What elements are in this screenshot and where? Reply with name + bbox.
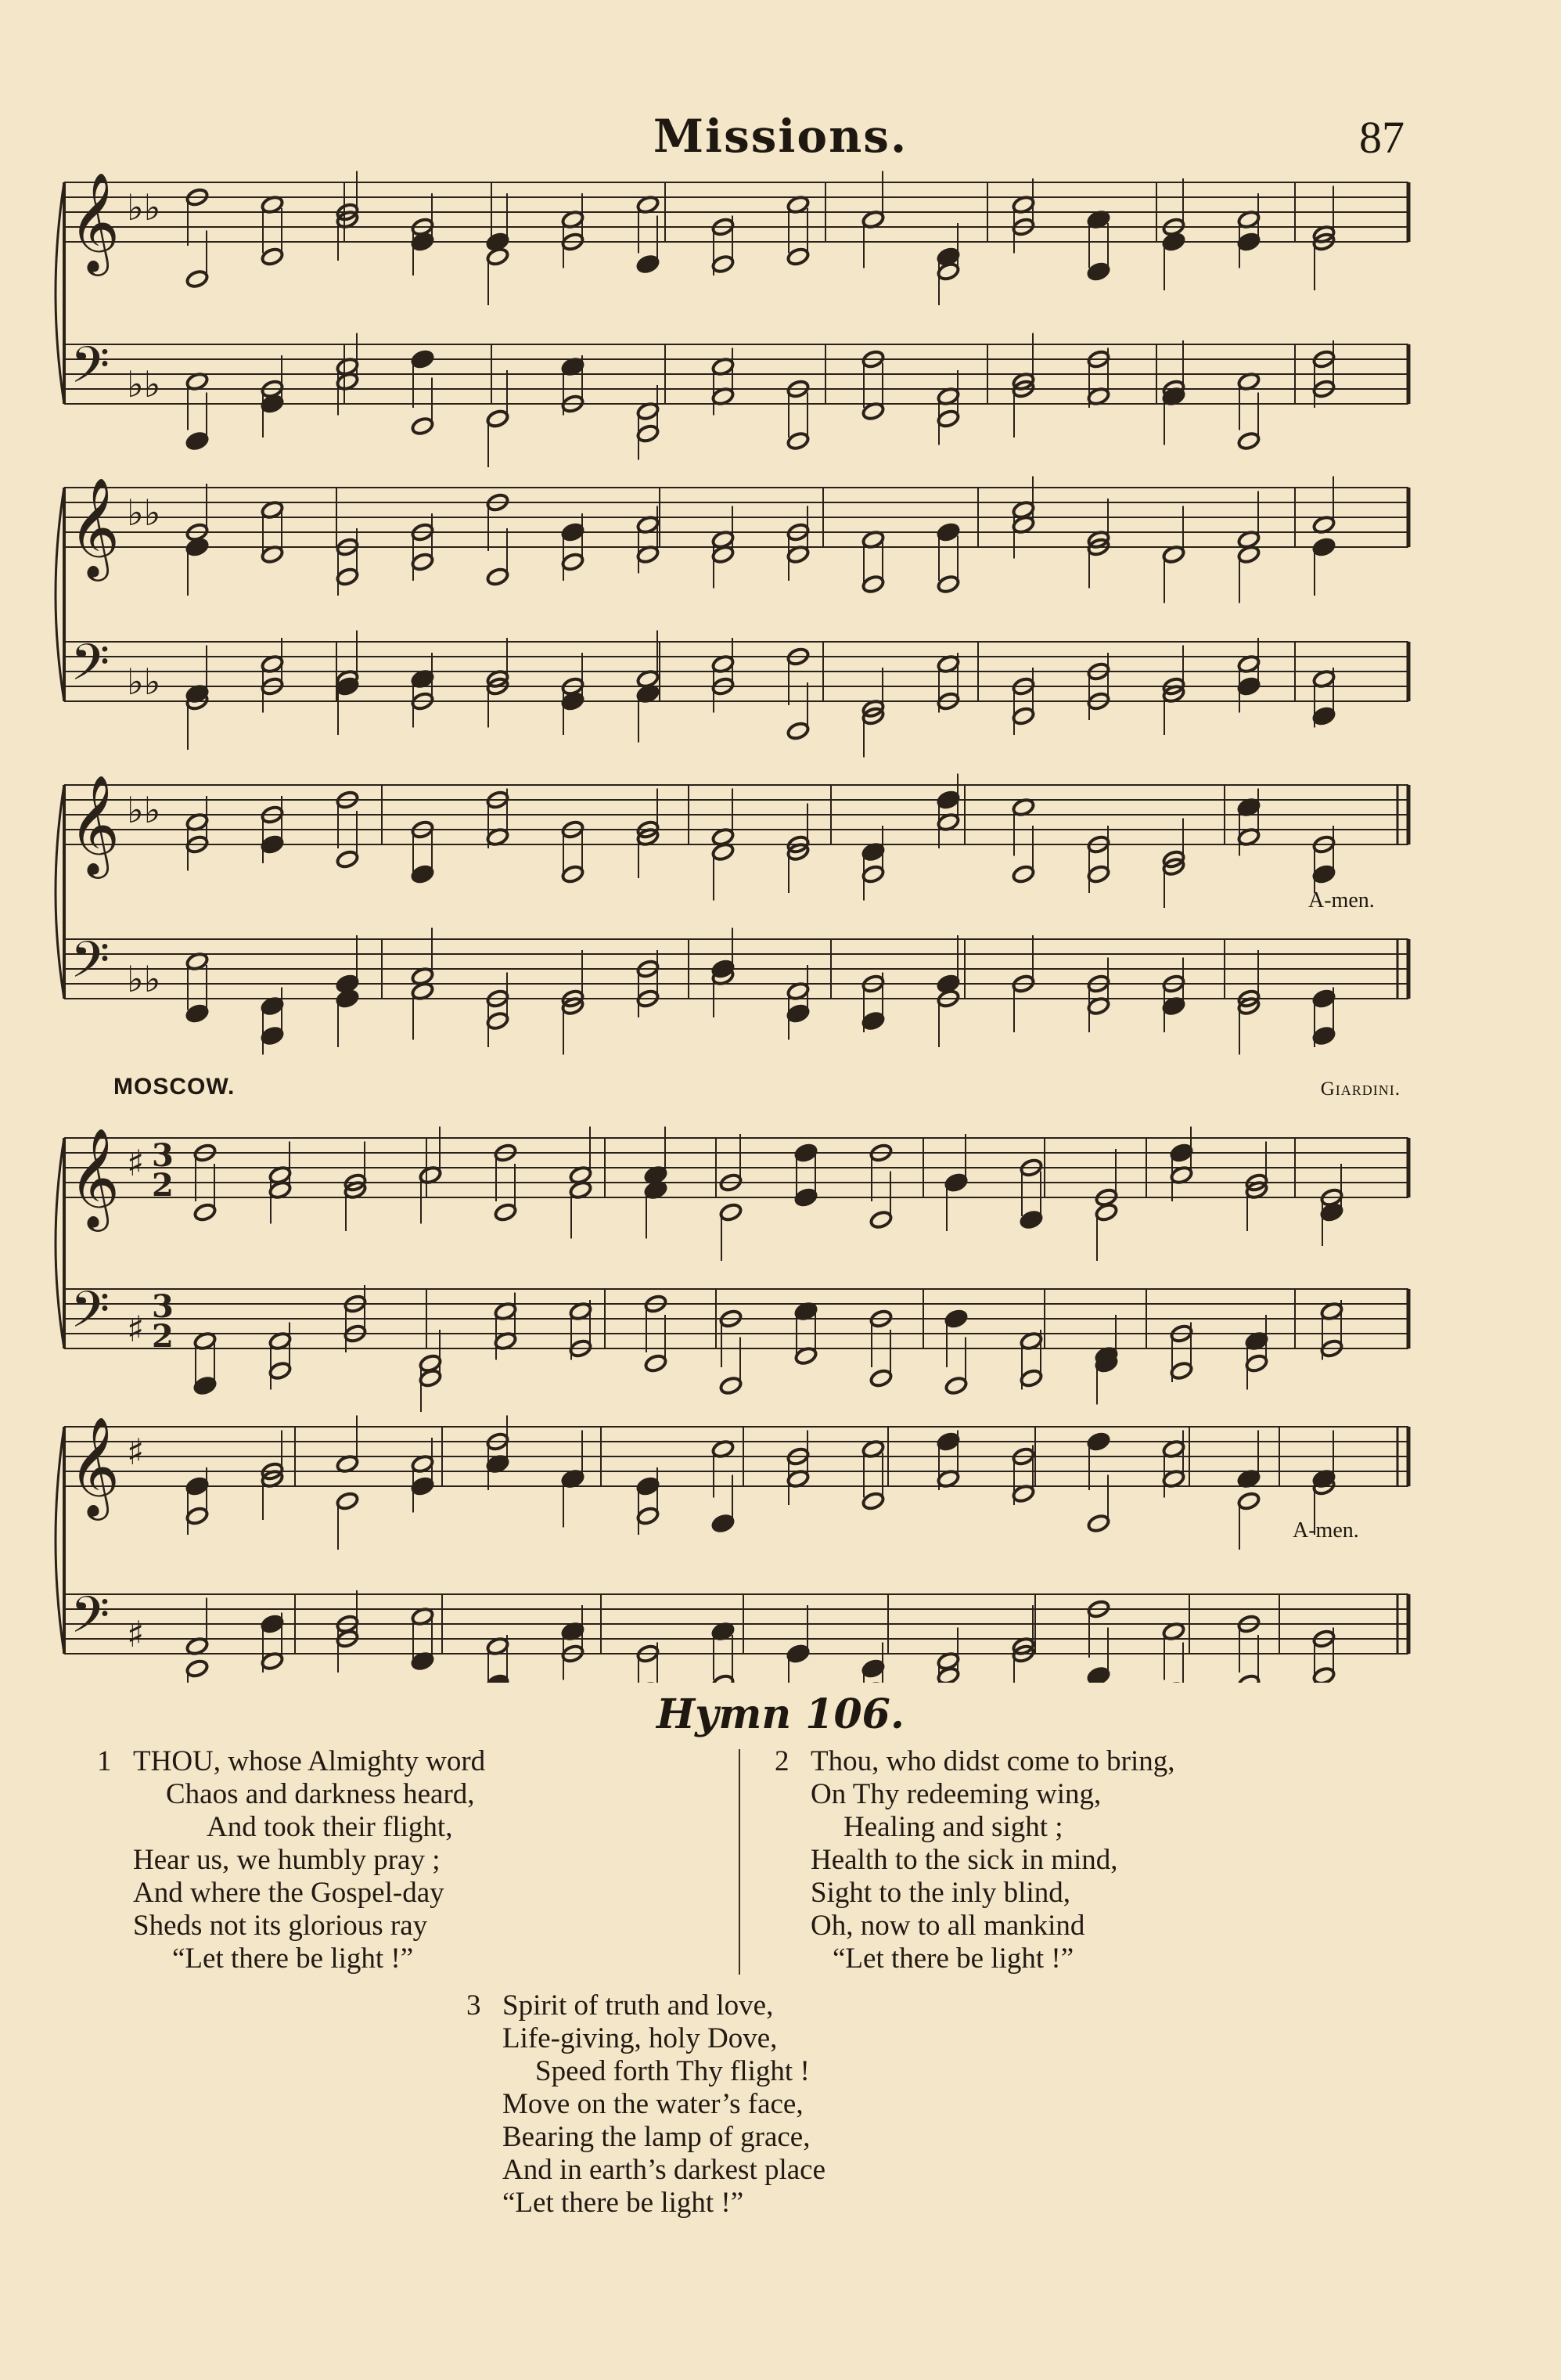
verse-line: On Thy redeeming wing, (811, 1778, 1102, 1810)
note-head (185, 537, 209, 557)
note-head (185, 1476, 209, 1496)
note-head (1245, 1353, 1268, 1374)
page-number: 87 (1359, 112, 1405, 163)
note-head (411, 552, 434, 572)
amen-label-2: A-men. (1293, 1518, 1359, 1543)
note-head (1095, 1202, 1118, 1222)
verse-line: Sheds not its glorious ray (133, 1910, 428, 1942)
note-head (268, 1361, 292, 1381)
note-head (861, 1011, 885, 1032)
note-head (486, 1673, 509, 1683)
note-head (411, 1476, 434, 1496)
note-head (937, 1431, 960, 1452)
note-head (1237, 1673, 1261, 1683)
note-head (786, 1003, 810, 1024)
note-head (486, 1011, 509, 1032)
note-head (261, 834, 284, 855)
note-head (336, 988, 359, 1009)
note-head (636, 423, 660, 444)
note-head (336, 567, 359, 587)
verse-number: 2 (775, 1745, 789, 1777)
treble-clef-icon: 𝄞 (69, 774, 120, 874)
verse-line: Sight to the inly blind, (811, 1877, 1070, 1909)
column-divider (739, 1749, 740, 1975)
note-head (937, 247, 960, 267)
tune-name: MOSCOW. (113, 1074, 236, 1100)
bass-clef-icon: 𝄢 (70, 1586, 110, 1657)
verse-line: Life-giving, holy Dove, (502, 2022, 778, 2054)
sharp-key-icon: ♯ (127, 1431, 145, 1473)
bass-clef-icon: 𝄢 (70, 931, 110, 1002)
verse-line: Spirit of truth and love, (502, 1989, 774, 2022)
note-head (185, 1003, 209, 1024)
note-head (1170, 1143, 1193, 1163)
note-head (1170, 1361, 1193, 1381)
note-head (1312, 1666, 1336, 1683)
verse-line: Hear us, we humbly pray ; (133, 1844, 441, 1876)
verse-2 (775, 1745, 1175, 1975)
note-head (336, 849, 359, 870)
note-head (869, 1368, 893, 1388)
bass-clef-icon: 𝄢 (70, 1281, 110, 1352)
note-head (185, 1506, 209, 1526)
bass-clef-icon: 𝄢 (70, 337, 110, 407)
note-head (1012, 864, 1035, 884)
note-head (644, 1353, 667, 1374)
note-head (1020, 1368, 1043, 1388)
note-head (1312, 988, 1336, 1009)
time-signature-icon: 3 (152, 1137, 174, 1174)
flat-key-icon: ♭♭ (127, 661, 161, 703)
note-head (336, 1491, 359, 1511)
note-head (794, 1143, 818, 1163)
verse-3 (466, 1989, 826, 2220)
verse-line: And where the Gospel-day (133, 1877, 444, 1909)
note-head (185, 269, 209, 290)
note-head (419, 1353, 442, 1374)
note-head (1087, 1431, 1110, 1452)
note-head (711, 254, 735, 275)
sharp-key-icon: ♯ (127, 1613, 145, 1655)
note-head (1237, 676, 1261, 697)
treble-clef-icon: 𝄞 (69, 1416, 120, 1516)
note-head (636, 1506, 660, 1526)
note-head (1087, 864, 1110, 884)
note-head (261, 1026, 284, 1046)
sharp-key-icon: ♯ (127, 1142, 145, 1184)
verse-number: 1 (97, 1745, 112, 1777)
note-head (861, 1491, 885, 1511)
note-head (1162, 1681, 1185, 1683)
time-signature-icon: 3 (152, 1288, 174, 1325)
verse-line: THOU, whose Almighty word (133, 1745, 486, 1777)
composer-name: Giardini. (1320, 1078, 1401, 1100)
note-head (1237, 232, 1261, 252)
note-head (561, 552, 584, 572)
verse-line: Move on the water’s face, (502, 2088, 804, 2120)
note-head (861, 1658, 885, 1679)
note-head (944, 1172, 968, 1193)
verse-number: 3 (466, 1989, 481, 2022)
note-head (937, 409, 960, 429)
verse-line: Bearing the lamp of grace, (502, 2121, 811, 2153)
note-head (1312, 537, 1336, 557)
amen-label-1: A-men. (1308, 888, 1375, 913)
treble-clef-icon: 𝄞 (69, 171, 120, 272)
verse-line: “Let there be light !” (172, 1943, 414, 1975)
flat-key-icon: ♭♭ (127, 958, 161, 1000)
note-head (561, 864, 584, 884)
verse-line: And took their flight, (207, 1811, 453, 1843)
note-head (411, 864, 434, 884)
note-head (411, 416, 434, 437)
note-head (1087, 1514, 1110, 1534)
note-head (937, 522, 960, 542)
note-head (711, 1673, 735, 1683)
verse-line: Healing and sight ; (843, 1811, 1063, 1843)
note-head (1237, 431, 1261, 452)
note-head (561, 522, 584, 542)
note-head (636, 1681, 660, 1683)
note-head (794, 1187, 818, 1208)
note-head (411, 349, 434, 369)
note-head (786, 431, 810, 452)
note-head (1312, 706, 1336, 726)
note-head (636, 1476, 660, 1496)
verse-line: “Let there be light !” (502, 2187, 744, 2219)
note-head (786, 721, 810, 741)
note-head (937, 790, 960, 810)
verse-line: Speed forth Thy flight ! (535, 2055, 810, 2087)
note-head (1020, 1210, 1043, 1230)
note-head (719, 1202, 743, 1222)
note-head (719, 1376, 743, 1396)
note-head (1162, 232, 1185, 252)
note-head (486, 567, 509, 587)
flat-key-icon: ♭♭ (127, 363, 161, 405)
treble-clef-icon: 𝄞 (69, 1127, 120, 1227)
note-head (869, 1210, 893, 1230)
verse-line: Oh, now to all mankind (811, 1910, 1085, 1942)
note-head (193, 1202, 217, 1222)
verse-line: Thou, who didst come to bring, (811, 1745, 1175, 1777)
flat-key-icon: ♭♭ (127, 186, 161, 229)
sharp-key-icon: ♯ (127, 1308, 145, 1350)
verse-line: Health to the sick in mind, (811, 1844, 1118, 1876)
note-head (185, 431, 209, 452)
bass-clef-icon: 𝄢 (70, 634, 110, 704)
note-head (636, 254, 660, 275)
time-signature-icon: 2 (152, 1318, 174, 1355)
running-title: Missions. (653, 110, 908, 163)
note-head (1312, 864, 1336, 884)
verse-1 (97, 1745, 486, 1975)
verse-line: “Let there be light !” (833, 1943, 1074, 1975)
note-head (944, 1309, 968, 1329)
note-head (1312, 1026, 1336, 1046)
time-signature-icon: 2 (152, 1167, 174, 1204)
note-head (494, 1202, 517, 1222)
note-head (486, 409, 509, 429)
verse-line: Chaos and darkness heard, (166, 1778, 475, 1810)
note-head (193, 1376, 217, 1396)
note-head (861, 864, 885, 884)
note-head (861, 1681, 885, 1683)
note-head (261, 1614, 284, 1634)
flat-key-icon: ♭♭ (127, 789, 161, 831)
note-head (1087, 1666, 1110, 1683)
hymn-title: Hymn 106. (656, 1690, 905, 1738)
note-head (937, 574, 960, 595)
note-head (486, 247, 509, 267)
note-head (944, 1376, 968, 1396)
verse-line: And in earth’s darkest place (502, 2154, 826, 2186)
flat-key-icon: ♭♭ (127, 491, 161, 534)
note-head (1087, 261, 1110, 282)
treble-clef-icon: 𝄞 (69, 477, 120, 577)
note-head (711, 1514, 735, 1534)
note-head (861, 574, 885, 595)
note-head (1012, 706, 1035, 726)
note-head (261, 247, 284, 267)
note-head (1237, 1491, 1261, 1511)
note-head (185, 1658, 209, 1679)
note-head (786, 247, 810, 267)
